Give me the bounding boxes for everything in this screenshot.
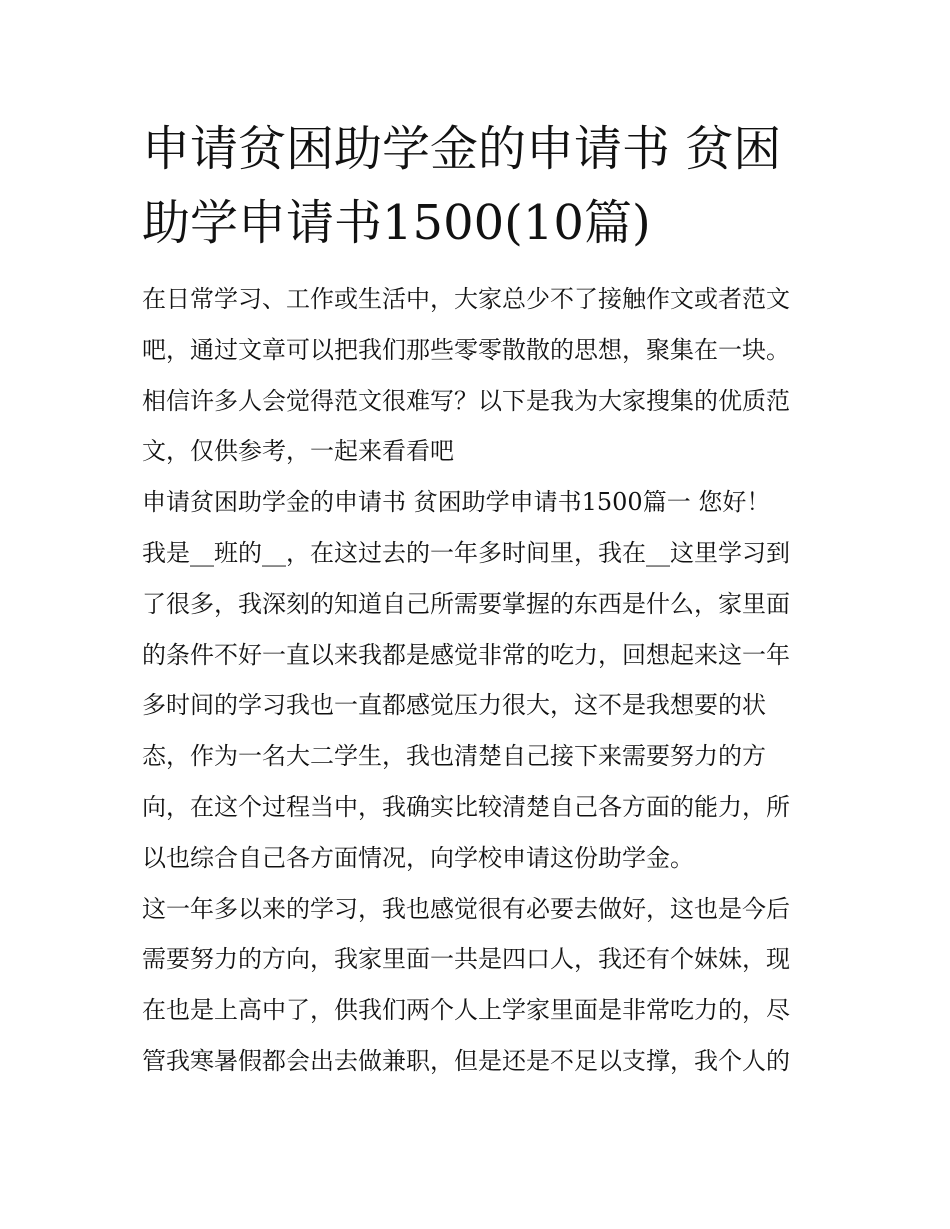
text-line: 吧，通过文章可以把我们那些零零散散的思想，聚集在一块。 <box>142 335 790 364</box>
paragraph-heading <box>142 477 822 528</box>
title-line-1: 申请贫困助学金的申请书 贫困 <box>142 121 782 177</box>
paragraph-body-1 <box>142 528 822 884</box>
text-line: 在日常学习、工作或生活中，大家总少不了接触作文或者范文 <box>142 285 790 313</box>
text-line: 的条件不好一直以来我都是感觉非常的吃力，回想起来这一年 <box>142 640 790 669</box>
text-line: 管我寒暑假都会出去做兼职，但是还是不足以支撑，我个人的 <box>142 1046 790 1075</box>
title-line-2: 助学申请书1500(10篇) <box>142 195 651 251</box>
text-line: 以也综合自己各方面情况，向学校申请这份助学金。 <box>142 843 694 872</box>
text-line: 文，仅供参考，一起来看看吧 <box>142 437 454 466</box>
text-line: 我是__班的__，在这过去的一年多时间里，我在__这里学习到 <box>142 538 790 567</box>
text-line: 多时间的学习我也一直都感觉压力很大，这不是我想要的状 <box>142 691 766 720</box>
paragraph-body-2 <box>142 884 822 1087</box>
text-line: 向，在这个过程当中，我确实比较清楚自己各方面的能力，所 <box>142 792 790 821</box>
text-line: 需要努力的方向，我家里面一共是四口人，我还有个妹妹，现 <box>142 945 790 974</box>
text-line: 相信许多人会觉得范文很难写？以下是我为大家搜集的优质范 <box>142 386 790 415</box>
text-line: 这一年多以来的学习，我也感觉很有必要去做好，这也是今后 <box>142 894 790 923</box>
text-line: 了很多，我深刻的知道自己所需要掌握的东西是什么，家里面 <box>142 589 790 618</box>
document-body <box>142 274 822 1087</box>
document-title <box>142 112 822 260</box>
text-line: 申请贫困助学金的申请书 贫困助学申请书1500篇一 您好！ <box>142 488 771 517</box>
text-line: 在也是上高中了，供我们两个人上学家里面是非常吃力的，尽 <box>142 996 790 1025</box>
paragraph-intro <box>142 274 822 477</box>
text-line: 态，作为一名大二学生，我也清楚自己接下来需要努力的方 <box>142 742 766 771</box>
